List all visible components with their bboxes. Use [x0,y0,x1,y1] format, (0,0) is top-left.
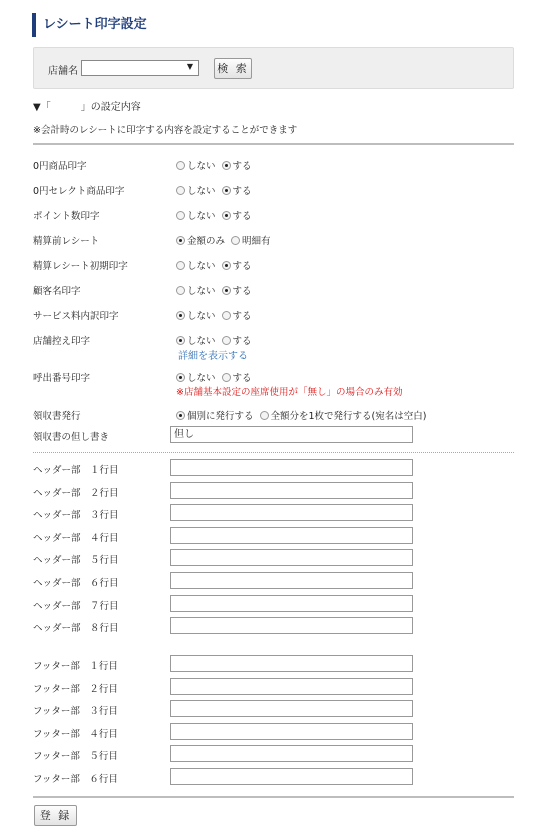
footer-line-label: フッター部 ４行目 [33,728,118,740]
setting-options [176,333,258,347]
setting-label: ポイント数印字 [33,211,100,222]
radio-label[interactable]: する [232,161,252,172]
receipt-note-input[interactable]: 但し [170,426,413,443]
header-line-label: ヘッダー部 ３行目 [33,510,119,522]
divider [33,143,514,145]
section-heading: ▼「 」の設定内容 [33,102,141,113]
footer-line-label: フッター部 ６行目 [33,774,118,785]
radio-button[interactable] [176,336,185,345]
setting-options [176,158,258,172]
setting-label: 顧客名印字 [33,286,81,297]
header-line-label: ヘッダー部 ６行目 [33,578,119,589]
dropdown-arrow-icon: ▼ [186,62,193,71]
setting-options [176,283,258,297]
footer-line-input[interactable] [170,700,413,717]
radio-label[interactable]: する [232,286,252,297]
footer-line-input[interactable] [170,723,413,740]
radio-button[interactable] [176,211,185,220]
radio-button[interactable] [260,411,269,420]
radio-button[interactable] [222,161,231,170]
radio-label[interactable]: する [232,261,252,272]
header-line-label: ヘッダー部 ４行目 [33,532,119,544]
radio-button[interactable] [176,186,185,195]
setting-label: 呼出番号印字 [33,373,91,384]
footer-line-label: フッター部 ２行目 [33,683,118,695]
setting-label: 0円セレクト商品印字 [33,186,125,197]
radio-label[interactable]: する [232,211,252,222]
setting-options [176,208,258,222]
dotted-divider [33,452,514,453]
radio-label[interactable]: しない [187,311,216,322]
radio-button[interactable] [231,236,240,245]
radio-button[interactable] [176,261,185,270]
radio-label[interactable]: する [232,336,252,347]
setting-label: 店舗控え印字 [33,336,91,347]
show-details-link[interactable]: 詳細を表示する [178,351,248,362]
footer-line-label: フッター部 １行目 [33,661,118,672]
footer-line-label: フッター部 ５行目 [33,751,118,763]
store-select[interactable] [81,60,199,76]
divider [33,796,514,798]
radio-label[interactable]: 個別に発行する [187,411,254,422]
register-button[interactable]: 登 録 [34,805,77,826]
footer-line-input[interactable] [170,678,413,695]
radio-label[interactable]: しない [187,261,216,272]
header-line-input[interactable] [170,549,413,566]
footer-line-label: フッター部 ３行目 [33,706,118,718]
radio-button[interactable] [176,311,185,320]
setting-label: サービス料内訳印字 [33,311,119,322]
radio-button[interactable] [222,261,231,270]
header-line-label: ヘッダー部 １行目 [33,465,119,476]
footer-line-input[interactable] [170,768,413,785]
section-note: ※会計時のレシートに印字する内容を設定することができます [33,125,298,136]
radio-label[interactable]: しない [187,373,216,384]
setting-options [176,183,258,197]
footer-line-input[interactable] [170,745,413,762]
radio-button[interactable] [222,373,231,382]
radio-label[interactable]: しない [187,186,216,197]
radio-label[interactable]: 全額分を1枚で発行する(宛名は空白) [270,411,427,422]
header-line-label: ヘッダー部 ８行目 [33,623,119,635]
radio-button[interactable] [222,311,231,320]
radio-label[interactable]: 金額のみ [187,236,226,247]
header-line-input[interactable] [170,504,413,521]
page-title-bar [32,13,147,37]
header-line-input[interactable] [170,482,413,499]
radio-label[interactable]: する [232,311,252,322]
radio-label[interactable]: しない [187,336,216,347]
radio-button[interactable] [222,336,231,345]
radio-button[interactable] [222,211,231,220]
warning-text: ※店舗基本設定の座席使用が「無し」の場合のみ有効 [176,387,403,398]
radio-button[interactable] [176,161,185,170]
radio-button[interactable] [176,373,185,382]
radio-label[interactable]: する [232,186,252,197]
radio-label[interactable]: しない [187,161,216,172]
setting-label: 精算レシート初期印字 [33,261,128,272]
header-line-input[interactable] [170,595,413,612]
header-line-input[interactable] [170,572,413,589]
setting-options [176,258,258,272]
receipt-note-label: 領収書の但し書き [33,432,110,443]
setting-options [176,370,258,384]
setting-label: 領収書発行 [33,411,81,422]
header-line-label: ヘッダー部 ５行目 [33,555,119,567]
header-line-input[interactable] [170,527,413,544]
radio-label[interactable]: 明細有 [242,236,271,247]
setting-label: 0円商品印字 [33,161,87,172]
search-panel [33,47,514,89]
header-line-label: ヘッダー部 ７行目 [33,600,119,612]
header-line-label: ヘッダー部 ２行目 [33,487,119,499]
setting-options [176,233,277,247]
search-button[interactable]: 検 索 [214,58,252,79]
radio-label[interactable]: しない [187,211,216,222]
header-line-input[interactable] [170,459,413,476]
page-title: レシート印字設定 [43,17,147,32]
radio-button[interactable] [222,286,231,295]
store-name-label: 店舗名 [48,66,78,77]
setting-label: 精算前レシート [33,236,100,247]
radio-button[interactable] [176,411,185,420]
radio-button[interactable] [176,236,185,245]
radio-label[interactable]: する [232,373,252,384]
radio-label[interactable]: しない [187,286,216,297]
radio-button[interactable] [222,186,231,195]
setting-options [176,408,432,422]
setting-options [176,308,258,322]
header-line-input[interactable] [170,617,413,634]
footer-line-input[interactable] [170,655,413,672]
radio-button[interactable] [176,286,185,295]
